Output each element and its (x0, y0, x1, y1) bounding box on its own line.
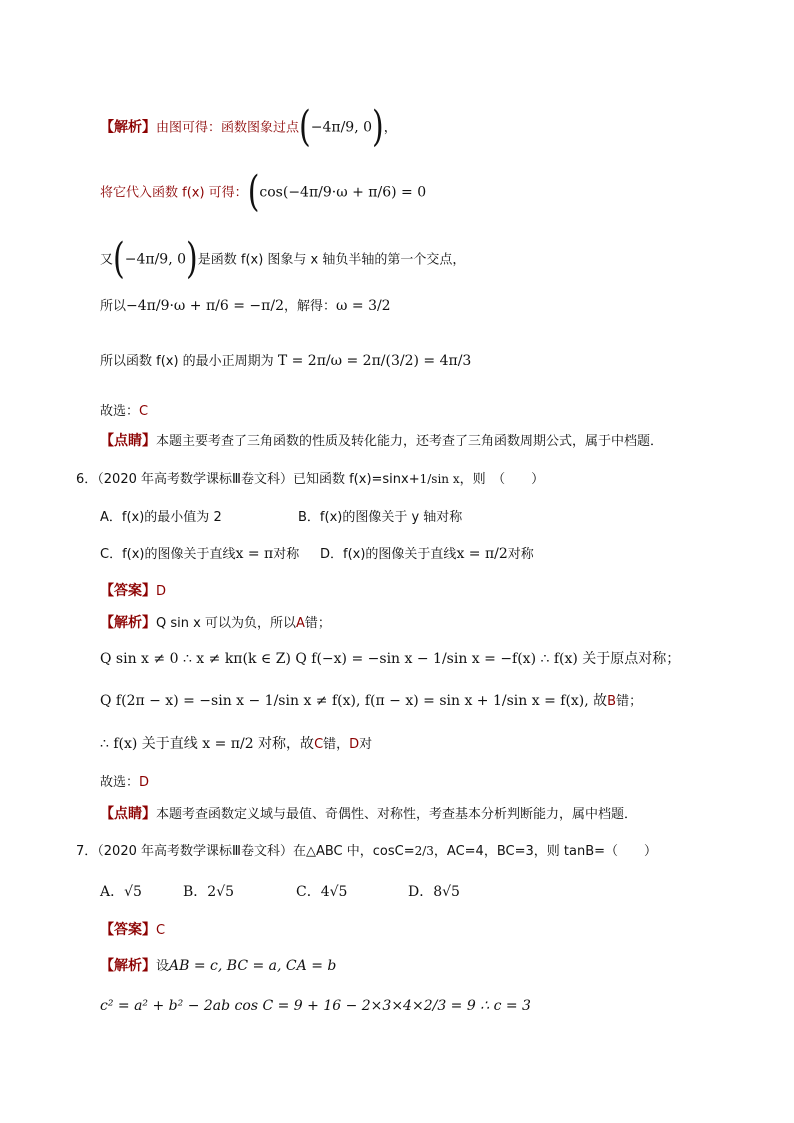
choice-answer: C (139, 404, 149, 419)
text: 所以函数 f(x) 的最小正周期为 (100, 354, 274, 369)
period-equation: T = 2π/ω = 2π/(3/2) = 4π/3 (277, 353, 472, 369)
option-d: D．f(x)的图像关于直线 (320, 547, 457, 562)
q6-analysis-1 (100, 612, 331, 632)
analysis-text: 将它代入函数 f(x) 可得： (100, 185, 248, 201)
q6-option-d (320, 543, 534, 562)
q6-stem (76, 468, 544, 487)
law-of-cosines-equation: c² = a² + b² − 2ab cos C = 9 + 16 − 2×3×4×2/3 = 9 ∴ c = 3 (100, 998, 531, 1014)
analysis-text: 设 (156, 959, 170, 974)
q7-analysis-1 (100, 955, 336, 975)
equation: −4π/9·ω + π/6 = −π/2 (126, 298, 284, 314)
q7-option-b (183, 881, 234, 901)
paren: ( (247, 167, 260, 217)
analysis-text: 错； (304, 616, 331, 631)
fraction: 2/3 (414, 844, 434, 858)
point-formula: −4π/9, 0 (310, 119, 373, 136)
q7-option-d (408, 881, 460, 901)
choice-answer: D (139, 775, 150, 790)
analysis-tag: 【解析】 (100, 958, 156, 974)
q6-option-a (100, 506, 222, 525)
sec5-comment (100, 430, 663, 450)
equation: x = π/2 (456, 546, 508, 562)
answer-value: C (156, 923, 166, 938)
option-d: 对称 (507, 547, 534, 562)
text: 故选： (100, 775, 140, 790)
option-b: B．f(x)的图像关于 y 轴对称 (298, 510, 463, 525)
equation: cos(−4π/9·ω + π/6) = 0 (259, 184, 427, 201)
equation: Q f(2π − x) = −sin x − 1/sin x ≠ f(x), f(π − x) = sin x + 1/sin x = f(x), 故 (100, 693, 608, 709)
option-letter: D (349, 737, 360, 752)
comment-text: 本题主要考查了三角函数的性质及转化能力，还考查了三角函数周期公式，属于中档题． (156, 434, 664, 449)
equation: ω = 3/2 (336, 298, 391, 314)
question-number: 6． (76, 472, 98, 487)
equation: x = π (235, 546, 274, 562)
q6-comment (100, 803, 637, 823)
question-stem: 已知函数 f(x)=sinx+ (292, 472, 420, 487)
question-number: 7． (76, 844, 98, 859)
q7-answer (100, 919, 165, 939)
analysis-text: 错， (323, 737, 350, 752)
sec5-analysis-line4 (100, 295, 391, 314)
analysis-tag: 【解析】 (100, 615, 156, 631)
sec5-analysis-line2 (100, 167, 427, 217)
fraction: 1/sin x (419, 472, 460, 486)
paren: ( (299, 102, 311, 152)
sec5-analysis-line3 (100, 234, 466, 284)
answer-tag: 【答案】 (100, 922, 156, 938)
option-c: C．4√5 (296, 884, 348, 900)
text: 所以 (100, 299, 127, 314)
comment-tag: 【点睛】 (100, 806, 156, 822)
comment-tag: 【点睛】 (100, 433, 156, 449)
equation: AB = c, BC = a, CA = b (169, 958, 337, 974)
option-letter: B (607, 694, 617, 709)
analysis-text: Q sin x 可以为负，所以 (156, 616, 296, 631)
text: 又 (100, 252, 114, 268)
equation: Q sin x ≠ 0 ∴ x ≠ kπ(k ∈ Z) Q f(−x) = −sin x − 1/sin x = −f(x) ∴ f(x) 关于原点对称； (100, 651, 681, 667)
option-d: D．8√5 (408, 884, 460, 900)
comment-text: 本题考查函数定义域与最值、奇偶性、对称性，考查基本分析判断能力，属中档题． (156, 807, 638, 822)
option-b: B．2√5 (183, 884, 235, 900)
option-letter: A (295, 616, 305, 631)
point-formula: −4π/9, 0 (124, 251, 187, 268)
q6-option-c (100, 543, 299, 562)
q6-choose (100, 771, 149, 790)
q6-analysis-2 (100, 648, 680, 668)
q6-analysis-3 (100, 690, 642, 710)
q6-answer (100, 580, 166, 600)
answer-value: D (156, 584, 167, 599)
q7-analysis-2 (100, 998, 531, 1014)
q7-stem (76, 840, 657, 859)
analysis-text: 对 (359, 737, 373, 752)
text: 故选： (100, 404, 140, 419)
question-stem: 在△ABC 中，cosC= (292, 844, 415, 859)
sec5-analysis-line1: 【解析】由图可得：函数图象过点(−4π/9, 0)， (100, 102, 397, 152)
q7-option-a (100, 881, 142, 901)
sec5-choose (100, 400, 148, 419)
paren: ( (113, 234, 125, 284)
analysis-text: 由图可得：函数图象过点 (156, 120, 300, 136)
analysis-tag: 【解析】 (100, 119, 156, 136)
question-source: （2020 年高考数学课标Ⅲ卷文科） (97, 844, 293, 859)
q6-analysis-4 (100, 733, 372, 753)
equation: ∴ f(x) 关于直线 x = π/2 对称，故 (100, 736, 315, 752)
question-source: （2020 年高考数学课标Ⅲ卷文科） (97, 472, 293, 487)
sec5-analysis-line5 (100, 350, 471, 369)
answer-tag: 【答案】 (100, 583, 156, 599)
option-letter: C (314, 737, 324, 752)
q7-option-c (296, 881, 347, 901)
option-c: 对称 (273, 547, 300, 562)
question-stem: ，AC=4，BC=3，则 tanB=（ ） (433, 844, 658, 859)
text: 是函数 f(x) 图象与 x 轴负半轴的第一个交点， (197, 252, 466, 268)
text: ，解得： (284, 299, 337, 314)
analysis-text: 错； (616, 694, 643, 709)
paren: ) (372, 102, 384, 152)
question-stem: ，则 （ ） (459, 472, 545, 487)
paren: ) (186, 234, 198, 284)
option-a: A．√5 (100, 884, 142, 900)
option-a: A．f(x)的最小值为 2 (100, 510, 222, 525)
q6-option-b (298, 506, 462, 525)
option-c: C．f(x)的图像关于直线 (100, 547, 236, 562)
